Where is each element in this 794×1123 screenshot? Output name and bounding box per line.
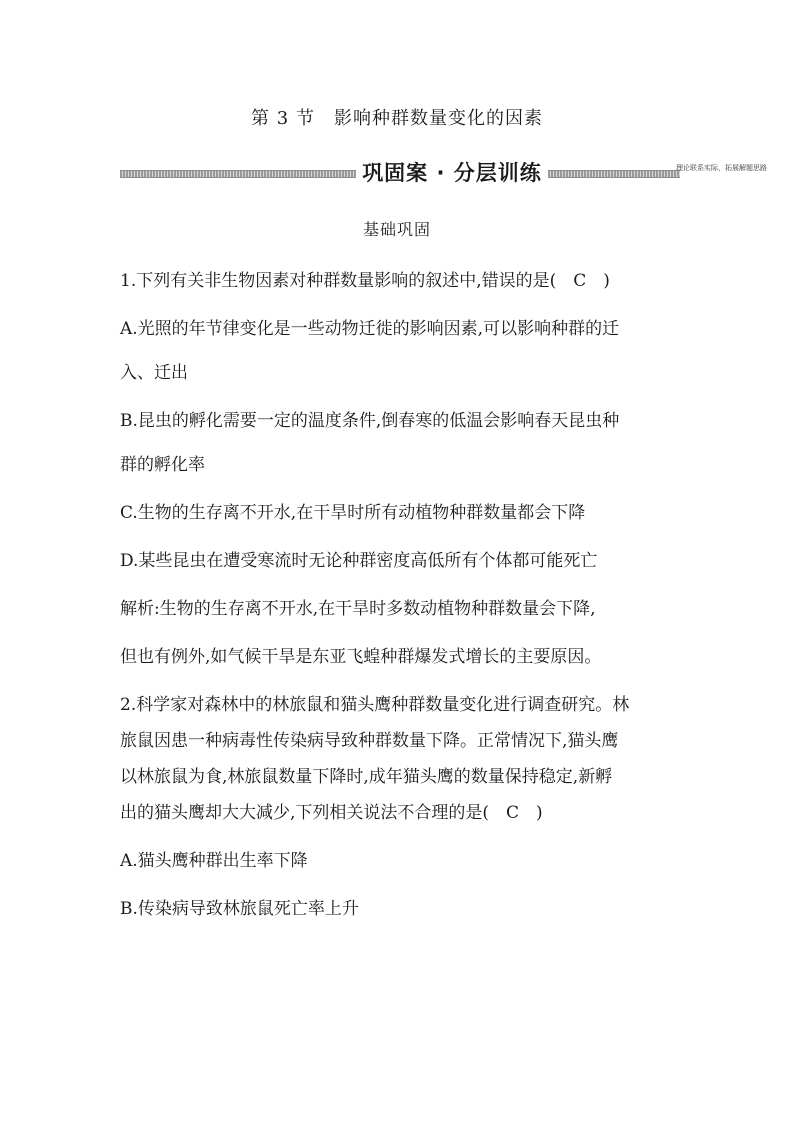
question-1-option-b: B.昆虫的孵化需要一定的温度条件,倒春寒的低温会影响春天昆虫种 [120,411,620,431]
question-2-stem-cont-1: 旅鼠因患一种病毒性传染病导致种群数量下降。正常情况下,猫头鹰 [120,731,619,751]
question-2-option-b: B.传染病导致林旅鼠死亡率上升 [120,899,359,919]
section-banner [120,158,680,190]
section-heading: 基础巩固 [362,220,431,239]
question-1-analysis-cont: 但也有例外,如气候干旱是东亚飞蝗种群爆发式增长的主要原因。 [120,647,602,667]
question-1-option-a: A.光照的年节律变化是一些动物迁徙的影响因素,可以影响种群的迁 [120,319,620,339]
question-2-stem-cont-2: 以林旅鼠为食,林旅鼠数量下降时,成年猫头鹰的数量保持稳定,新孵 [120,767,613,787]
question-content [120,264,680,940]
question-1-option-c: C.生物的生存离不开水,在干旱时所有动植物种群数量都会下降 [120,503,586,523]
question-1-analysis: 解析:生物的生存离不开水,在干旱时多数动植物种群数量会下降, [120,599,596,619]
question-1-option-a-cont: 入、迁出 [120,363,188,383]
page-title: 第 3 节 影响种群数量变化的因素 [251,108,543,129]
question-2-stem-cont-3: 出的猫头鹰却大大减少,下列相关说法不合理的是( C ) [120,803,543,823]
banner-title: 巩固案 · 分层训练 [362,161,542,185]
banner-bar-right [548,170,680,178]
question-2-stem: 2.科学家对森林中的林旅鼠和猫头鹰种群数量变化进行调查研究。林 [120,695,630,715]
banner-bar-left [120,170,356,178]
banner-tagline: 理论联系实际，拓展解题思路 [676,164,767,172]
question-2-option-a: A.猫头鹰种群出生率下降 [120,851,308,871]
question-1-option-d: D.某些昆虫在遭受寒流时无论种群密度高低所有个体都可能死亡 [120,551,598,571]
question-1-option-b-cont: 群的孵化率 [120,455,205,475]
question-1-stem: 1.下列有关非生物因素对种群数量影响的叙述中,错误的是( C ) [120,271,610,291]
